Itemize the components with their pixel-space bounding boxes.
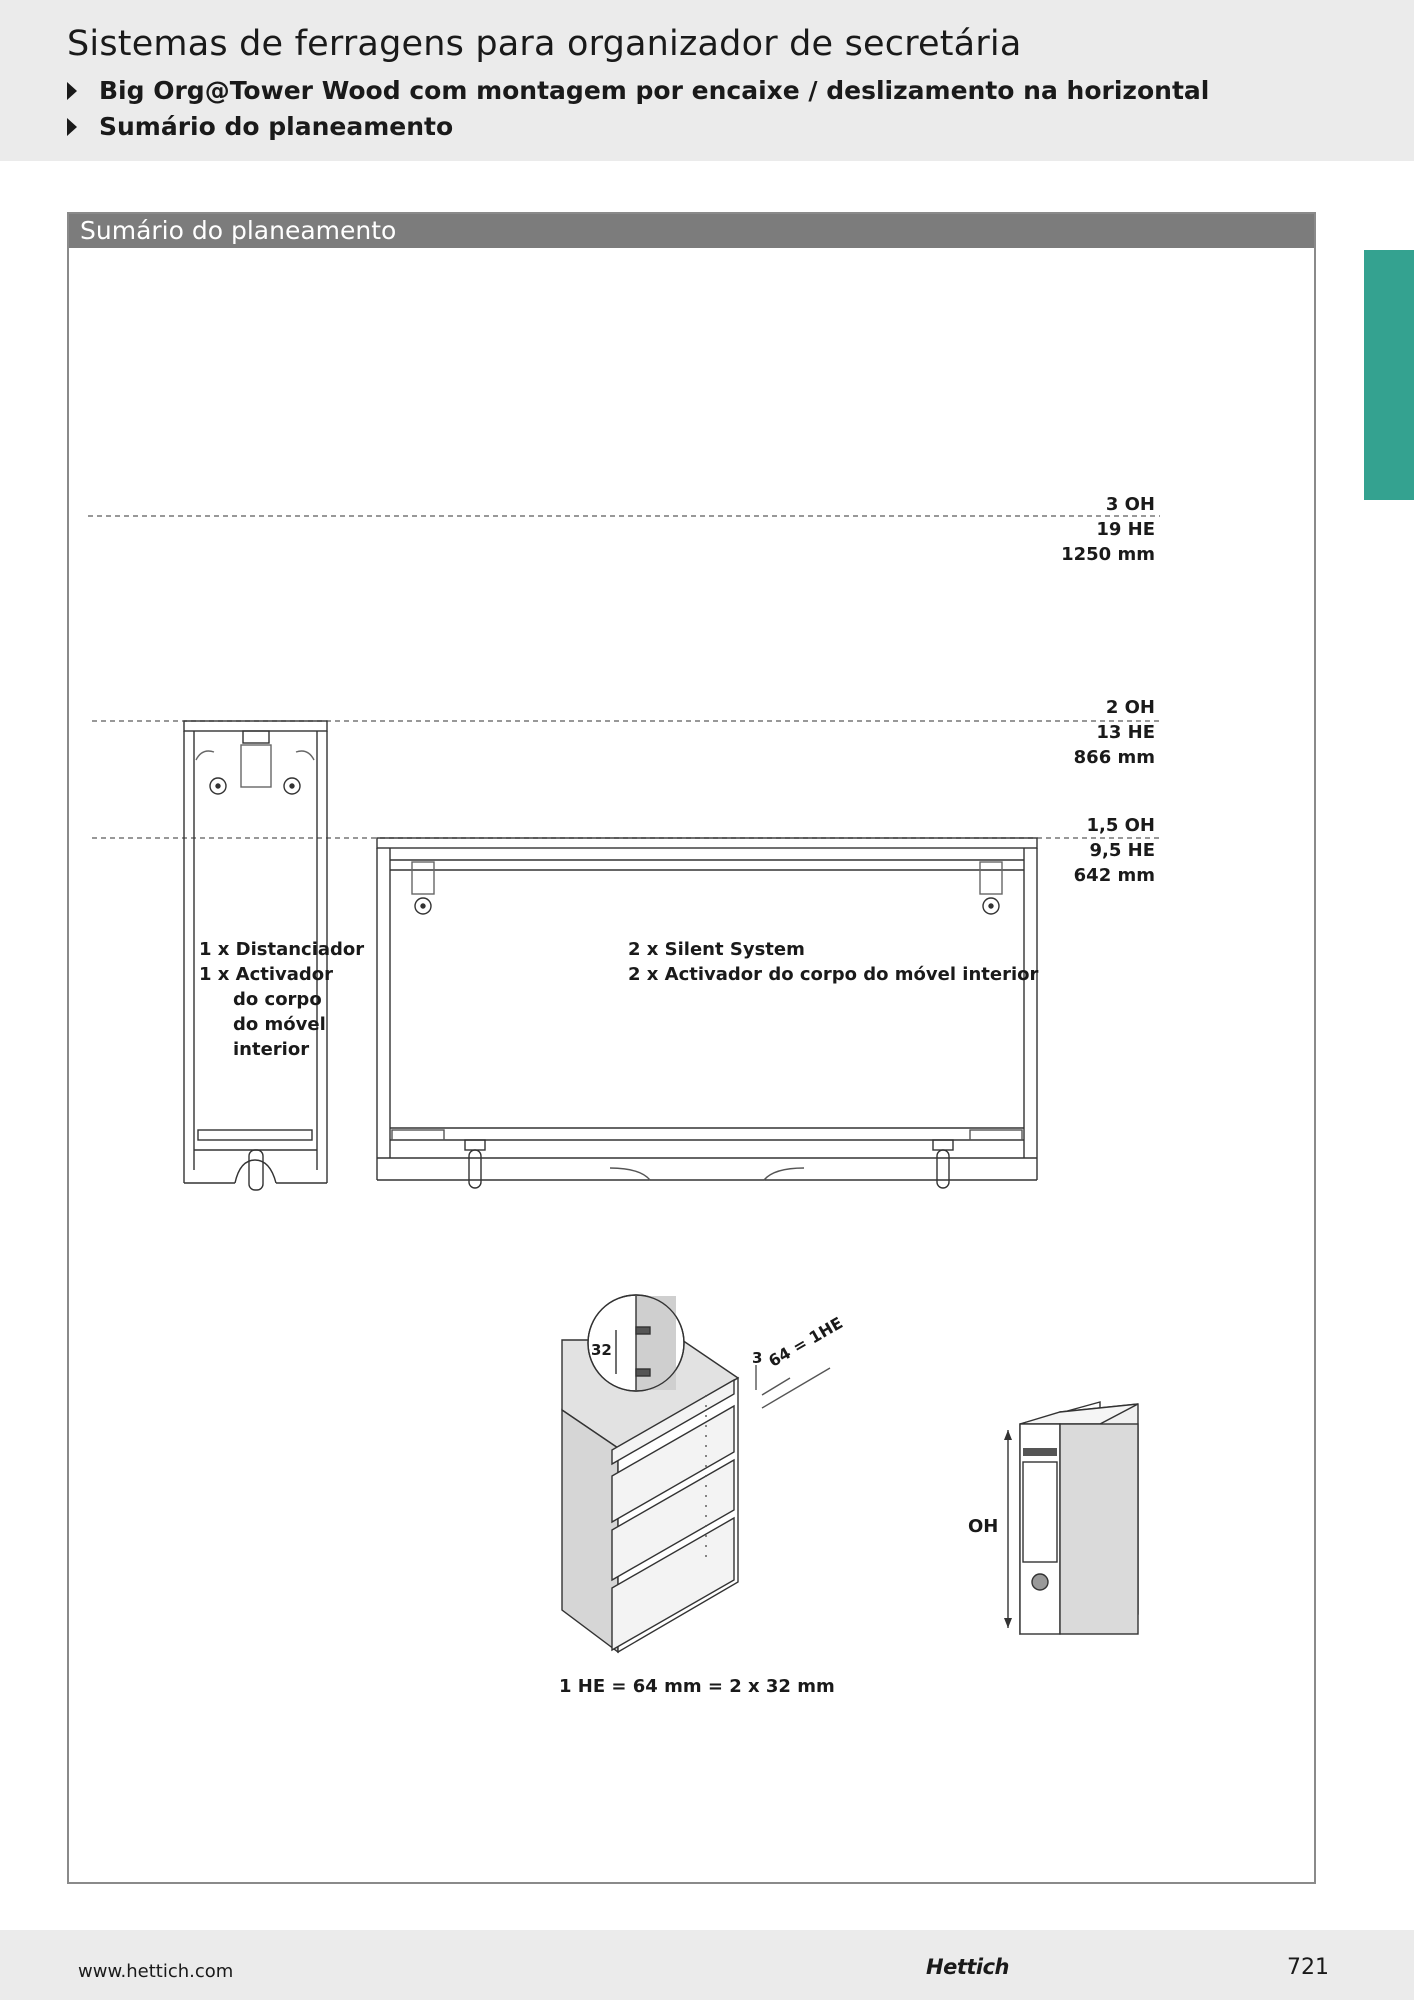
level-1-5oh-oh: 1,5 OH	[1086, 815, 1155, 836]
level-1-5oh	[955, 813, 1155, 888]
narrow-label-line-1: 1 x Distanciador	[199, 939, 365, 960]
level-2oh-mm: 866 mm	[1073, 747, 1155, 768]
page-title: Sistemas de ferragens para organizador de secretária	[67, 24, 1022, 64]
page-number: 721	[1287, 1955, 1329, 1980]
level-1-5oh-mm: 642 mm	[1073, 865, 1155, 886]
level-3oh-he: 19 HE	[1096, 519, 1155, 540]
wide-cabinet-drawing	[377, 838, 1037, 1188]
wide-label-line-2: 2 x Activador do corpo do móvel interior	[628, 964, 1039, 985]
level-3oh-mm: 1250 mm	[1061, 544, 1155, 565]
subtitle-2-text: Sumário do planeamento	[99, 112, 454, 141]
level-2oh-oh: 2 OH	[1105, 697, 1155, 718]
wide-cabinet-label	[628, 937, 1038, 987]
dim-3: 3	[752, 1349, 763, 1367]
binder-drawing	[1004, 1402, 1138, 1634]
binder-height-label: OH	[968, 1516, 999, 1537]
subtitle-1-text: Big Org@Tower Wood com montagem por encaixe / deslizamento na horizontal	[99, 76, 1210, 105]
narrow-label-line-2: 1 x Activador	[199, 964, 334, 985]
narrow-label-line-4: do móvel	[233, 1014, 326, 1035]
dim-64: 64 = 1HE	[765, 1313, 846, 1371]
level-3oh	[955, 492, 1155, 567]
panel-heading: Sumário do planeamento	[69, 214, 1314, 248]
level-2oh-he: 13 HE	[1096, 722, 1155, 743]
website-link[interactable]: www.hettich.com	[78, 1961, 234, 1982]
brand-logo: Hettich	[926, 1955, 1009, 1979]
wide-label-line-1: 2 x Silent System	[628, 939, 805, 960]
narrow-cabinet-label	[199, 937, 364, 1062]
narrow-label-line-5: interior	[233, 1039, 310, 1060]
narrow-label-line-3: do corpo	[233, 989, 322, 1010]
he-formula: 1 HE = 64 mm = 2 x 32 mm	[559, 1676, 835, 1697]
level-2oh	[955, 695, 1155, 770]
dim-32: 32	[591, 1341, 612, 1359]
level-3oh-oh: 3 OH	[1105, 494, 1155, 515]
level-1-5oh-he: 9,5 HE	[1089, 840, 1155, 861]
